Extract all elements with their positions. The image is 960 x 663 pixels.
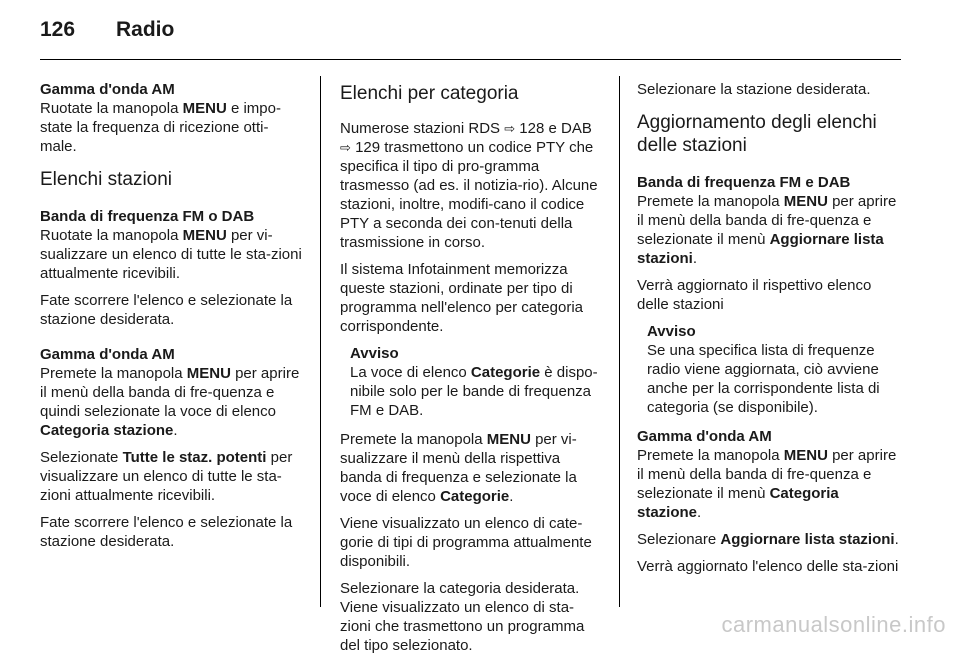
subheading: Gamma d'onda AM [40,346,175,363]
paragraph: Premete la manopola MENU per vi-sualizzare il menù della rispettiva banda di frequenza e selezionate la voce di elenco Categorie. [340,431,577,505]
paragraph: Il sistema Infotainment memorizza queste stazioni, ordinate per tipo di programma nell'elenco per categoria corrispondente. [340,261,583,335]
page-number: 126 [40,18,76,41]
column-1 [40,80,302,559]
section-heading: Aggiornamento degli elenchi delle stazioni [637,112,877,156]
column-divider-2 [619,76,620,607]
paragraph: Verrà aggiornato l'elenco delle sta-zioni [637,558,899,575]
paragraph: Fate scorrere l'elenco e selezionate la stazione desiderata. [40,292,293,328]
section-heading: Elenchi stazioni [40,169,173,190]
notice-title: Avviso [647,323,696,340]
notice-box [647,322,899,417]
paragraph: Premete la manopola MENU per aprire il menù della banda di fre-quenza e quindi selezionate la voce di elenco Categoria stazione. [40,365,300,439]
paragraph: Premete la manopola MENU per aprire il menù della banda di fre-quenza e selezionate il menù Aggiornare lista stazioni. [637,193,897,267]
paragraph: Selezionare la stazione desiderata. [637,81,871,98]
paragraph: Fate scorrere l'elenco e selezionate la stazione desiderata. [40,514,293,550]
paragraph: Viene visualizzato un elenco di cate-gorie di tipi di programma attualmente disponibili. [340,515,592,570]
arrow-icon: ⇨ [504,121,516,136]
subheading: Banda di frequenza FM o DAB [40,208,255,225]
header-rule [40,59,901,60]
paragraph: Selezionare la categoria desiderata. Viene visualizzato un elenco di sta-zioni che trasmettono un programma del tipo selezionato. [340,580,585,654]
section-title: Radio [116,18,175,41]
notice-text: La voce di elenco Categorie è dispo-nibile solo per le bande di frequenza FM e DAB. [350,364,598,419]
page-header [40,18,174,42]
paragraph: Ruotate la manopola MENU per vi-sualizzare un elenco di tutte le sta-zioni attualmente ricevibili. [40,227,302,282]
column-2 [340,80,602,663]
subheading: Gamma d'onda AM [40,81,175,98]
notice-box [350,344,602,420]
paragraph: Selezionate Tutte le staz. potenti per visualizzare un elenco di tutte le sta-zioni attualmente ricevibili. [40,449,293,504]
column-divider-1 [320,76,321,607]
notice-text: Se una specifica lista di frequenze radio viene aggiornata, ciò avviene anche per la corrispondente lista di categoria (se disponibile). [647,342,880,416]
paragraph: Ruotate la manopola MENU e impo-state la frequenza di ricezione otti-male. [40,100,281,155]
paragraph: Selezionare Aggiornare lista stazioni. [637,531,899,548]
column-3 [637,80,899,584]
paragraph: Verrà aggiornato il rispettivo elenco delle stazioni [637,277,872,313]
paragraph: Premete la manopola MENU per aprire il menù della banda di fre-quenza e selezionate il menù Categoria stazione. [637,447,897,521]
notice-title: Avviso [350,345,399,362]
paragraph: Numerose stazioni RDS ⇨ 128 e DAB ⇨ 129 trasmettono un codice PTY che specifica il tipo di pro-gramma trasmesso (ad es. il notizia-rio). Alcune stazioni, inoltre, modifi-cano il codice PTY a seconda dei con-tenuti della trasmissione in corso. [340,120,598,251]
subheading: Banda di frequenza FM e DAB [637,174,851,191]
arrow-icon: ⇨ [340,140,351,155]
watermark: carmanualsonline.info [721,612,946,637]
subheading: Gamma d'onda AM [637,428,772,445]
section-heading: Elenchi per categoria [340,83,519,104]
